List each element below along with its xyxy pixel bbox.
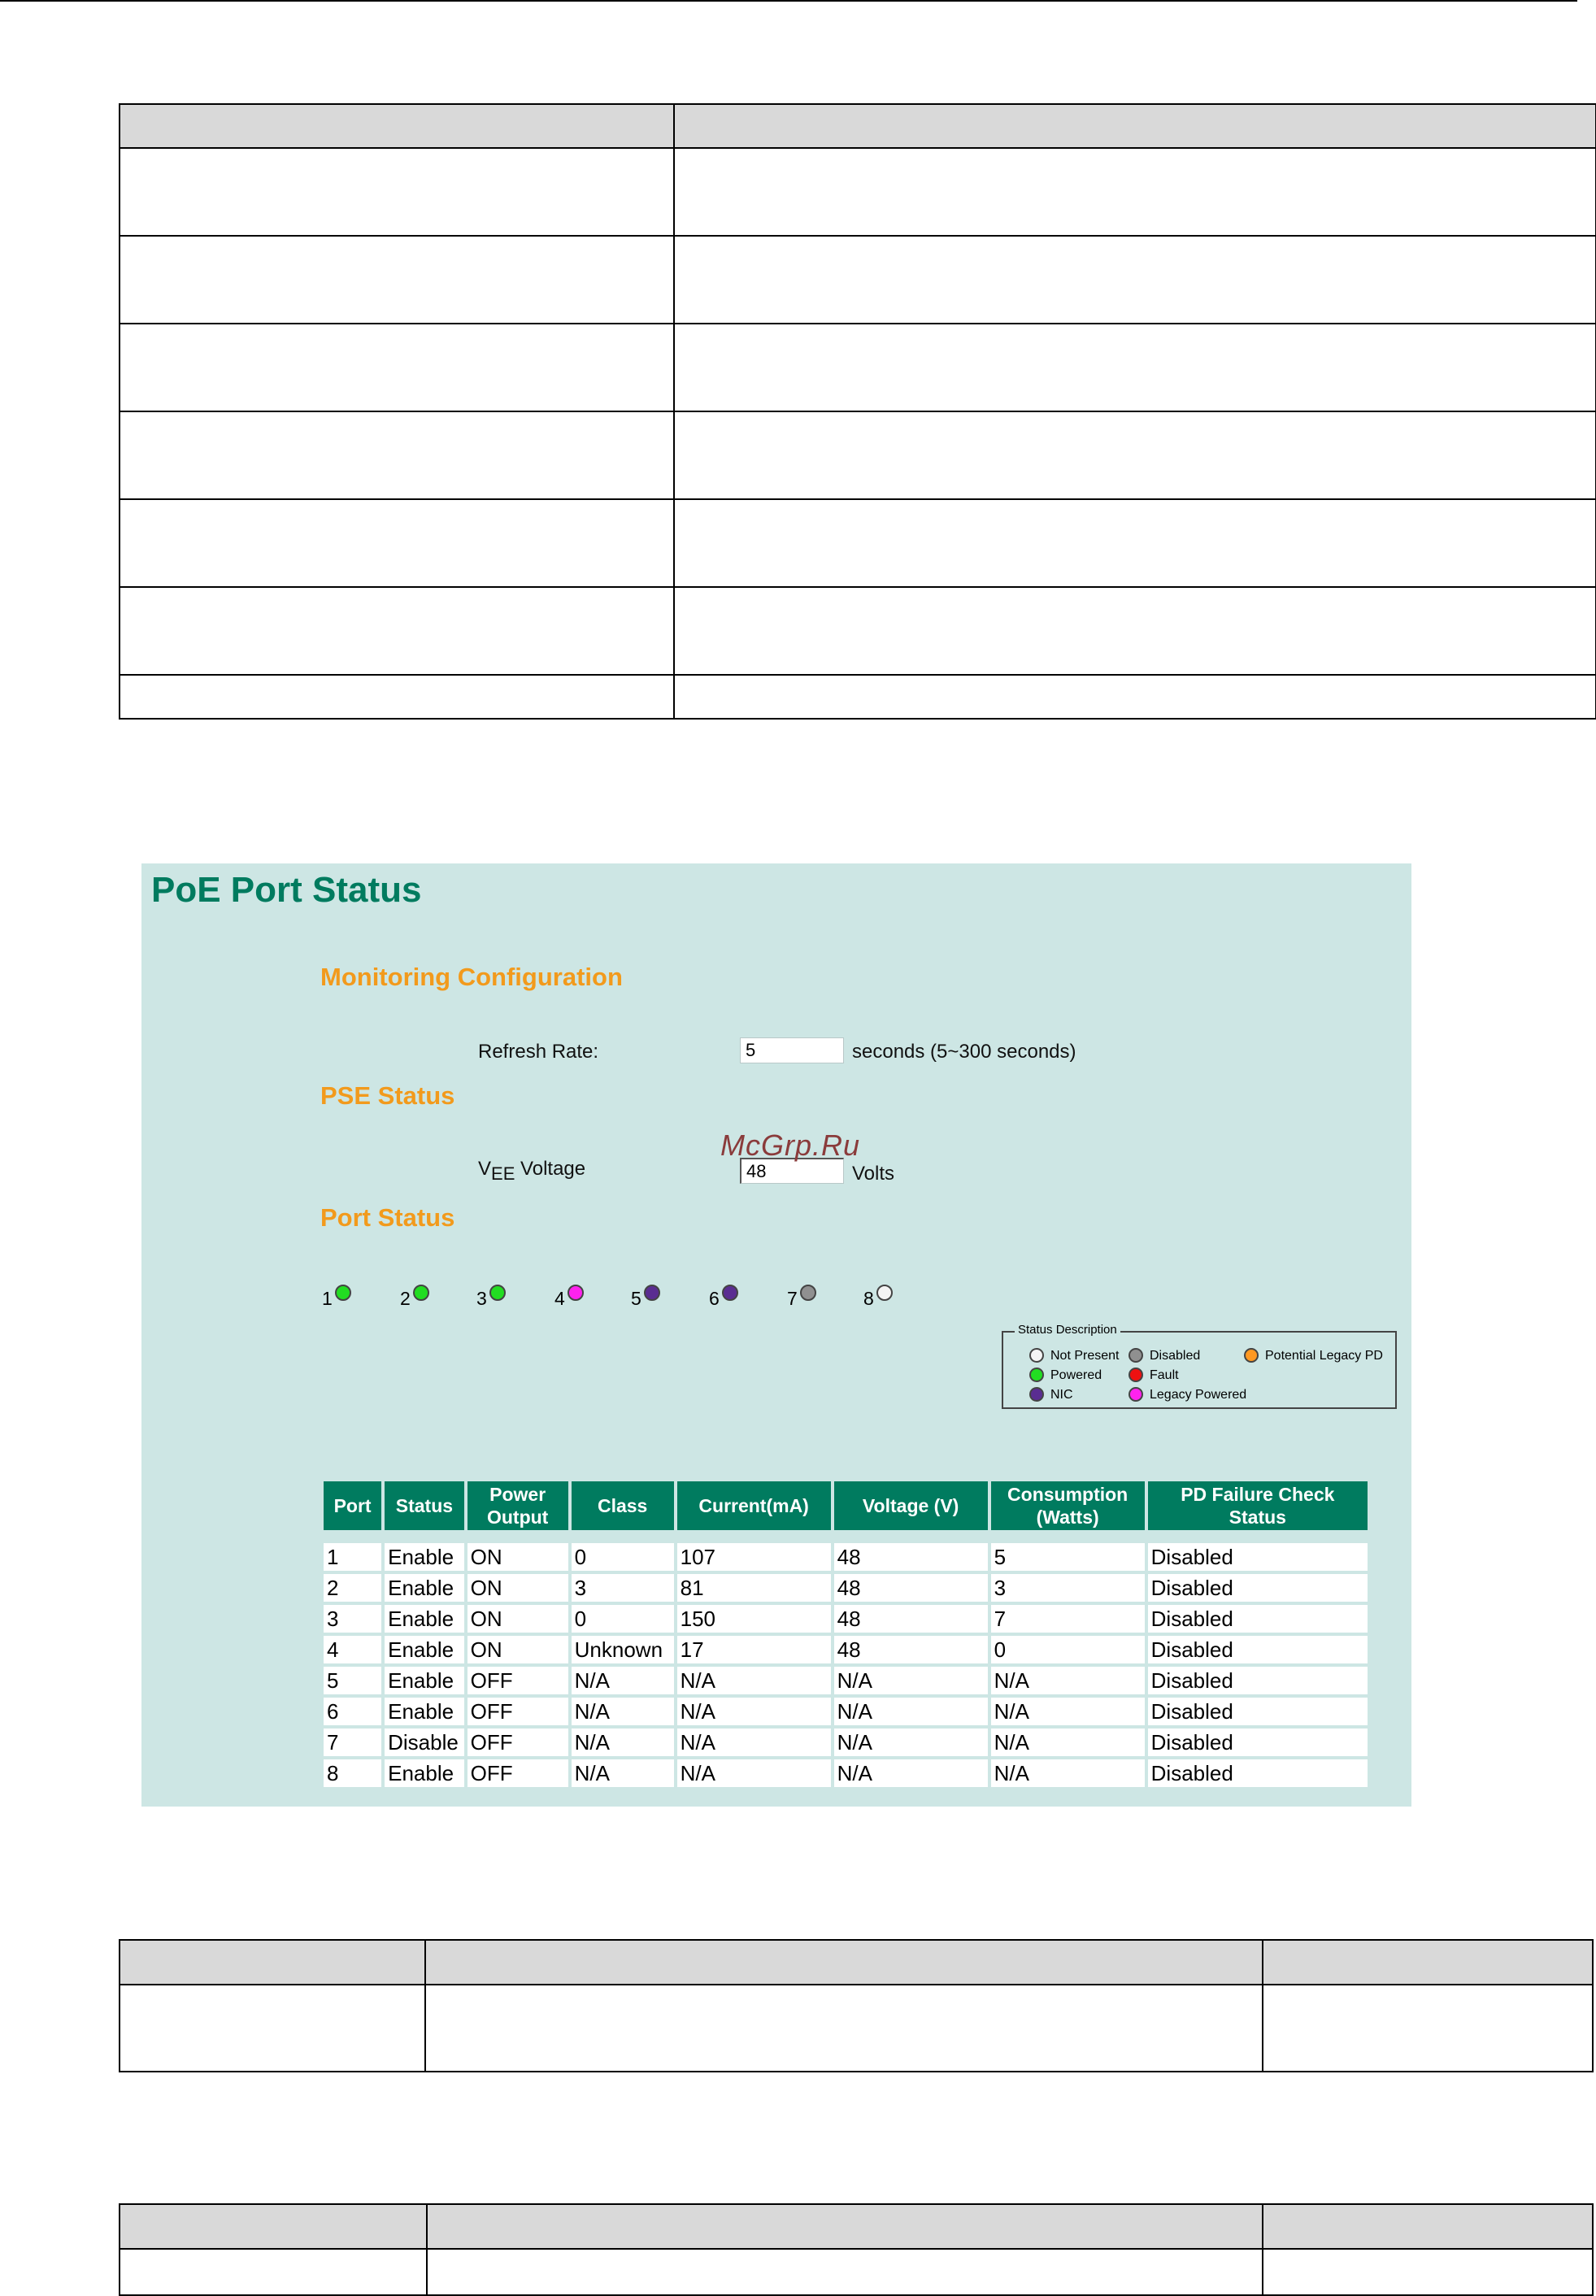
table-cell: N/A (677, 1698, 831, 1725)
watermark: McGrp.Ru (720, 1128, 861, 1162)
page-top-rule (0, 0, 1577, 2)
doc-table-top-cell (120, 324, 674, 411)
doc-table-top-cell (674, 148, 1596, 236)
col-header-port: Port (324, 1481, 381, 1530)
table-cell: Unknown (572, 1636, 674, 1663)
poe-port-status-panel (141, 863, 1411, 1807)
status-dot-icon (1029, 1348, 1044, 1363)
vee-voltage-label-sub: EE (491, 1163, 515, 1184)
table-cell: 48 (834, 1543, 988, 1571)
table-cell: OFF (467, 1729, 568, 1756)
status-dot-icon (1029, 1387, 1044, 1402)
doc-table-middle-header (120, 1940, 425, 1985)
port-status-dot-icon (413, 1285, 429, 1301)
port-status-dot-icon (876, 1285, 893, 1301)
legend-item-label: Fault (1150, 1368, 1179, 1382)
legend-item-label: Legacy Powered (1150, 1388, 1247, 1402)
vee-voltage-units: Volts (852, 1163, 895, 1185)
table-cell: N/A (572, 1759, 674, 1787)
port-number: 5 (631, 1288, 641, 1309)
table-cell: ON (467, 1605, 568, 1633)
refresh-rate-label: Refresh Rate: (478, 1041, 599, 1063)
doc-table-top-cell (120, 587, 674, 675)
table-cell: 2 (324, 1574, 381, 1602)
legend-title: Status Description (1015, 1323, 1120, 1337)
col-header-class: Class (572, 1481, 674, 1530)
table-cell: Enable (385, 1667, 464, 1694)
doc-table-bottom-cell (427, 2249, 1263, 2295)
table-cell: N/A (834, 1759, 988, 1787)
legend-item-label: NIC (1050, 1388, 1073, 1402)
status-description-legend (1002, 1323, 1397, 1409)
table-cell: Disabled (1148, 1729, 1368, 1756)
table-cell: N/A (834, 1667, 988, 1694)
port-status-dot-icon (568, 1285, 584, 1301)
doc-table-bottom-cell (120, 2249, 427, 2295)
doc-table-top (119, 103, 1596, 720)
doc-table-bottom-header (427, 2204, 1263, 2249)
doc-table-bottom-header (1263, 2204, 1593, 2249)
page-title: PoE Port Status (151, 870, 422, 910)
table-cell: Enable (385, 1698, 464, 1725)
table-cell: 48 (834, 1605, 988, 1633)
table-cell: 8 (324, 1759, 381, 1787)
table-cell: N/A (572, 1667, 674, 1694)
col-header-power-output: Power Output (467, 1481, 568, 1530)
table-cell: OFF (467, 1667, 568, 1694)
doc-table-top-cell (120, 236, 674, 324)
doc-table-top-cell (120, 411, 674, 499)
legend-item-label: Potential Legacy PD (1265, 1349, 1383, 1363)
col-header-current: Current(mA) (677, 1481, 831, 1530)
table-cell: Disabled (1148, 1667, 1368, 1694)
table-cell: Disabled (1148, 1636, 1368, 1663)
port-number: 2 (400, 1288, 411, 1309)
table-cell: 7 (324, 1729, 381, 1756)
table-cell: Enable (385, 1543, 464, 1571)
port-status-dot-icon (335, 1285, 351, 1301)
doc-table-top-cell (674, 236, 1596, 324)
doc-table-middle-header (425, 1940, 1263, 1985)
table-cell: N/A (991, 1667, 1145, 1694)
table-cell: 48 (834, 1574, 988, 1602)
vee-voltage-label-rest: Voltage (515, 1158, 586, 1180)
table-cell: OFF (467, 1698, 568, 1725)
port-status-heading: Port Status (320, 1203, 455, 1232)
vee-voltage-label-v: V (478, 1158, 492, 1180)
col-header-status: Status (385, 1481, 464, 1530)
status-dot-icon (1244, 1348, 1259, 1363)
refresh-rate-units: seconds (5~300 seconds) (852, 1041, 1076, 1063)
table-row (324, 1543, 1368, 1571)
table-cell: 3 (991, 1574, 1145, 1602)
port-status-dot-icon (722, 1285, 738, 1301)
doc-table-top-cell (674, 675, 1596, 719)
table-cell: N/A (572, 1698, 674, 1725)
port-number: 1 (322, 1288, 333, 1309)
doc-table-bottom (119, 2203, 1594, 2296)
table-cell: 3 (572, 1574, 674, 1602)
table-cell: 1 (324, 1543, 381, 1571)
table-row (324, 1759, 1368, 1787)
doc-table-top-cell (674, 324, 1596, 411)
vee-voltage-label (478, 1158, 585, 1185)
port-number: 3 (476, 1288, 487, 1309)
port-number: 6 (709, 1288, 720, 1309)
table-row (324, 1667, 1368, 1694)
table-cell: ON (467, 1574, 568, 1602)
table-cell: Enable (385, 1574, 464, 1602)
status-dot-icon (1129, 1348, 1143, 1363)
doc-table-middle-cell (1263, 1985, 1593, 2072)
port-status-dot-icon (644, 1285, 660, 1301)
doc-table-top-cell (120, 499, 674, 587)
table-row (324, 1729, 1368, 1756)
port-number: 7 (787, 1288, 798, 1309)
port-number: 8 (863, 1288, 874, 1309)
status-dot-icon (1029, 1368, 1044, 1382)
legend-item-label: Powered (1050, 1368, 1102, 1382)
monitoring-configuration-heading: Monitoring Configuration (320, 963, 623, 991)
table-cell: 107 (677, 1543, 831, 1571)
table-cell: Disabled (1148, 1543, 1368, 1571)
table-cell: 3 (324, 1605, 381, 1633)
table-row (324, 1636, 1368, 1663)
table-cell: N/A (677, 1759, 831, 1787)
table-cell: 0 (572, 1543, 674, 1571)
table-cell: Enable (385, 1605, 464, 1633)
pse-status-heading: PSE Status (320, 1081, 455, 1110)
doc-table-top-header-1 (120, 104, 674, 148)
table-cell: Disable (385, 1729, 464, 1756)
table-cell: 6 (324, 1698, 381, 1725)
table-cell: 7 (991, 1605, 1145, 1633)
doc-table-top-cell (674, 499, 1596, 587)
doc-table-middle-cell (425, 1985, 1263, 2072)
port-status-dot-icon (800, 1285, 816, 1301)
table-cell: 4 (324, 1636, 381, 1663)
status-dot-icon (1129, 1387, 1143, 1402)
table-cell: N/A (991, 1759, 1145, 1787)
table-cell: Enable (385, 1759, 464, 1787)
doc-table-top-cell (120, 148, 674, 236)
col-header-consumption: Consumption (Watts) (991, 1481, 1145, 1530)
table-row (324, 1574, 1368, 1602)
table-cell: N/A (677, 1667, 831, 1694)
doc-table-top-cell (120, 675, 674, 719)
doc-table-top-cell (674, 587, 1596, 675)
table-cell: OFF (467, 1759, 568, 1787)
doc-table-top-cell (674, 411, 1596, 499)
table-cell: ON (467, 1636, 568, 1663)
table-cell: 81 (677, 1574, 831, 1602)
table-cell: N/A (834, 1698, 988, 1725)
table-cell: 17 (677, 1636, 831, 1663)
table-row (324, 1698, 1368, 1725)
table-cell: 150 (677, 1605, 831, 1633)
col-header-voltage: Voltage (V) (834, 1481, 988, 1530)
table-cell: Disabled (1148, 1605, 1368, 1633)
table-cell: N/A (677, 1729, 831, 1756)
col-header-pd-failure-check: PD Failure Check Status (1148, 1481, 1368, 1530)
doc-table-bottom-cell (1263, 2249, 1593, 2295)
legend-item-label: Not Present (1050, 1349, 1120, 1363)
table-row (324, 1605, 1368, 1633)
table-cell: 5 (991, 1543, 1145, 1571)
doc-table-middle-header (1263, 1940, 1593, 1985)
table-cell: ON (467, 1543, 568, 1571)
port-status-dot-icon (489, 1285, 506, 1301)
status-dot-icon (1129, 1368, 1143, 1382)
table-cell: N/A (572, 1729, 674, 1756)
table-cell: 0 (572, 1605, 674, 1633)
table-cell: Disabled (1148, 1574, 1368, 1602)
table-cell: Enable (385, 1636, 464, 1663)
doc-table-middle-cell (120, 1985, 425, 2072)
table-cell: 5 (324, 1667, 381, 1694)
table-cell: Disabled (1148, 1759, 1368, 1787)
refresh-rate-input[interactable] (740, 1037, 844, 1063)
poe-port-table (320, 1478, 1371, 1790)
table-cell: 48 (834, 1636, 988, 1663)
table-header-row (324, 1481, 1368, 1530)
port-number: 4 (554, 1288, 565, 1309)
table-cell: 0 (991, 1636, 1145, 1663)
table-cell: N/A (991, 1698, 1145, 1725)
legend-item-label: Disabled (1150, 1349, 1201, 1363)
table-cell: N/A (991, 1729, 1145, 1756)
table-cell: Disabled (1148, 1698, 1368, 1725)
doc-table-bottom-header (120, 2204, 427, 2249)
doc-table-top-header-2 (674, 104, 1596, 148)
doc-table-middle (119, 1939, 1594, 2072)
table-cell: N/A (834, 1729, 988, 1756)
